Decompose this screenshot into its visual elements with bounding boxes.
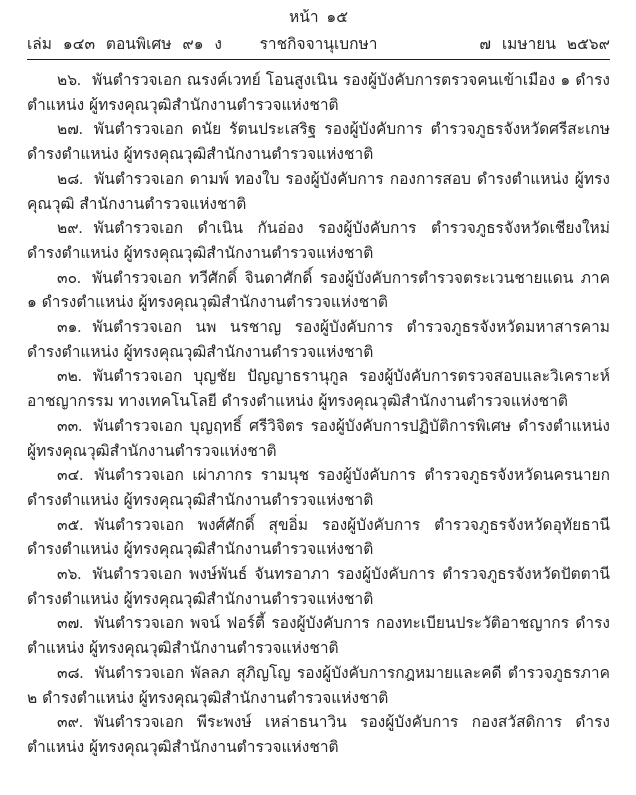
gazette-entry — [27, 267, 610, 316]
gazette-entry — [27, 464, 610, 513]
entry-text: พันตำรวจเอก พัลลภ สุภิญโญ รองผู้บังคับการกฎหมายและคดี ตำรวจภูธรภาค ๒ ดำรงตำแหน่ง ผู้ทรงคุณวุฒิสำนักงานตำรวจแห่งชาติ — [27, 664, 610, 707]
entry-number: ๓๑. — [57, 319, 82, 337]
entry-text: พันตำรวจเอก ดนัย รัตนประเสริฐ รองผู้บังคับการ ตำรวจภูธรจังหวัดศรีสะเกษ ดำรงตำแหน่ง ผู้ทรงคุณวุฒิสำนักงานตำรวจแห่งชาติ — [27, 121, 610, 164]
entry-number: ๒๘. — [57, 170, 84, 188]
entry-number: ๒๙. — [57, 220, 83, 238]
gazette-entry — [27, 168, 610, 217]
entry-number: ๒๖. — [57, 72, 81, 89]
page-number-row — [27, 6, 610, 30]
gazette-entry — [27, 118, 610, 167]
entry-text: พันตำรวจเอก ทวีศักดิ์ จินดาศักดิ์ รองผู้บังคับการตำรวจตระเวนชายแดน ภาค ๑ ดำรงตำแหน่ง ผู้ทรงคุณวุฒิสำนักงานตำรวจแห่งชาติ — [27, 269, 610, 312]
appointment-list — [27, 69, 610, 761]
gazette-title: ราชกิจจานุเบกษา — [259, 36, 378, 53]
entry-number: ๓๐. — [57, 269, 81, 287]
entry-number: ๓๕. — [57, 516, 84, 534]
entry-number: ๓๓. — [57, 417, 83, 435]
gazette-entry — [27, 316, 610, 365]
gazette-entry — [27, 69, 610, 118]
gazette-entry — [27, 415, 610, 464]
gazette-entry — [27, 711, 610, 760]
entry-number: ๓๒. — [57, 368, 82, 386]
page-number: หน้า ๑๕ — [289, 9, 348, 26]
gazette-entry — [27, 563, 610, 612]
entry-number: ๒๗. — [57, 121, 83, 139]
entry-text: พันตำรวจเอก พงศ์ศักดิ์ สุขอิ่ม รองผู้บังคับการ ตำรวจภูธรจังหวัดอุทัยธานี ดำรงตำแหน่ง ผู้ทรงคุณวุฒิสำนักงานตำรวจแห่งชาติ — [27, 516, 610, 559]
entry-number: ๓๔. — [57, 467, 84, 485]
entry-text: พันตำรวจเอก พจน์ ฟอร์ตี้ รองผู้บังคับการ กองทะเบียนประวัติอาชญากร ดำรงตำแหน่ง ผู้ทรงคุณวุฒิสำนักงานตำรวจแห่งชาติ — [27, 615, 610, 658]
entry-text: พันตำรวจเอก พีระพงษ์ เหล่าธนาวิน รองผู้บังคับการ กองสวัสดิการ ดำรงตำแหน่ง ผู้ทรงคุณวุฒิสำนักงานตำรวจแห่งชาติ — [27, 714, 610, 756]
entry-text: พันตำรวจเอก บุญฤทธิ์ ศรีวิจิตร รองผู้บังคับการปฏิบัติการพิเศษ ดำรงตำแหน่ง ผู้ทรงคุณวุฒิสำนักงานตำรวจแห่งชาติ — [27, 417, 610, 460]
issue-date: ๗ เมษายน ๒๕๖๙ — [479, 36, 610, 53]
entry-text: พันตำรวจเอก เผ่าภากร รามนุช รองผู้บังคับการ ตำรวจภูธรจังหวัดนครนายก ดำรงตำแหน่ง ผู้ทรงคุณวุฒิสำนักงานตำรวจแห่งชาติ — [27, 467, 610, 509]
entry-text: พันตำรวจเอก นพ นรชาญ รองผู้บังคับการ ตำรวจภูธรจังหวัดมหาสารคาม ดำรงตำแหน่ง ผู้ทรงคุณวุฒิสำนักงานตำรวจแห่งชาติ — [27, 319, 610, 361]
masthead — [27, 33, 610, 57]
entry-text: พันตำรวจเอก ดามพ์ ทองใบ รองผู้บังคับการ กองการสอบ ดำรงตำแหน่ง ผู้ทรงคุณวุฒิ สำนักงานตำรวจแห่งชาติ — [27, 170, 610, 213]
entry-text: พันตำรวจเอก ดำเนิน กันอ่อง รองผู้บังคับการ ตำรวจภูธรจังหวัดเชียงใหม่ ดำรงตำแหน่ง ผู้ทรงคุณวุฒิสำนักงานตำรวจแห่งชาติ — [27, 220, 610, 262]
entry-number: ๓๙. — [57, 714, 83, 732]
header-divider — [27, 59, 610, 60]
gazette-entry — [27, 612, 610, 661]
gazette-entry — [27, 514, 610, 563]
gazette-entry — [27, 662, 610, 711]
entry-text: พันตำรวจเอก ณรงค์เวทย์ โอนสูงเนิน รองผู้บังคับการตรวจคนเข้าเมือง ๑ ดำรงตำแหน่ง ผู้ทรงคุณวุฒิสำนักงานตำรวจแห่งชาติ — [27, 72, 610, 114]
entry-number: ๓๖. — [57, 566, 82, 584]
gazette-entry — [27, 217, 610, 266]
entry-text: พันตำรวจเอก บุญชัย ปัญญาธรานุกูล รองผู้บังคับการตรวจสอบและวิเคราะห์อาชญากรรม ทางเทคโนโลยี ดำรงตำแหน่ง ผู้ทรงคุณวุฒิสำนักงานตำรวจแห่งชาติ — [27, 368, 610, 411]
volume-info: เล่ม ๑๔๓ ตอนพิเศษ ๙๑ ง — [27, 36, 222, 53]
entry-number: ๓๘. — [57, 664, 84, 682]
entry-text: พันตำรวจเอก พงษ์พันธ์ จันทรอาภา รองผู้บังคับการ ตำรวจภูธรจังหวัดปัตตานี ดำรงตำแหน่ง ผู้ทรงคุณวุฒิสำนักงานตำรวจแห่งชาติ — [27, 566, 610, 608]
gazette-entry — [27, 365, 610, 414]
entry-number: ๓๗. — [57, 615, 84, 633]
